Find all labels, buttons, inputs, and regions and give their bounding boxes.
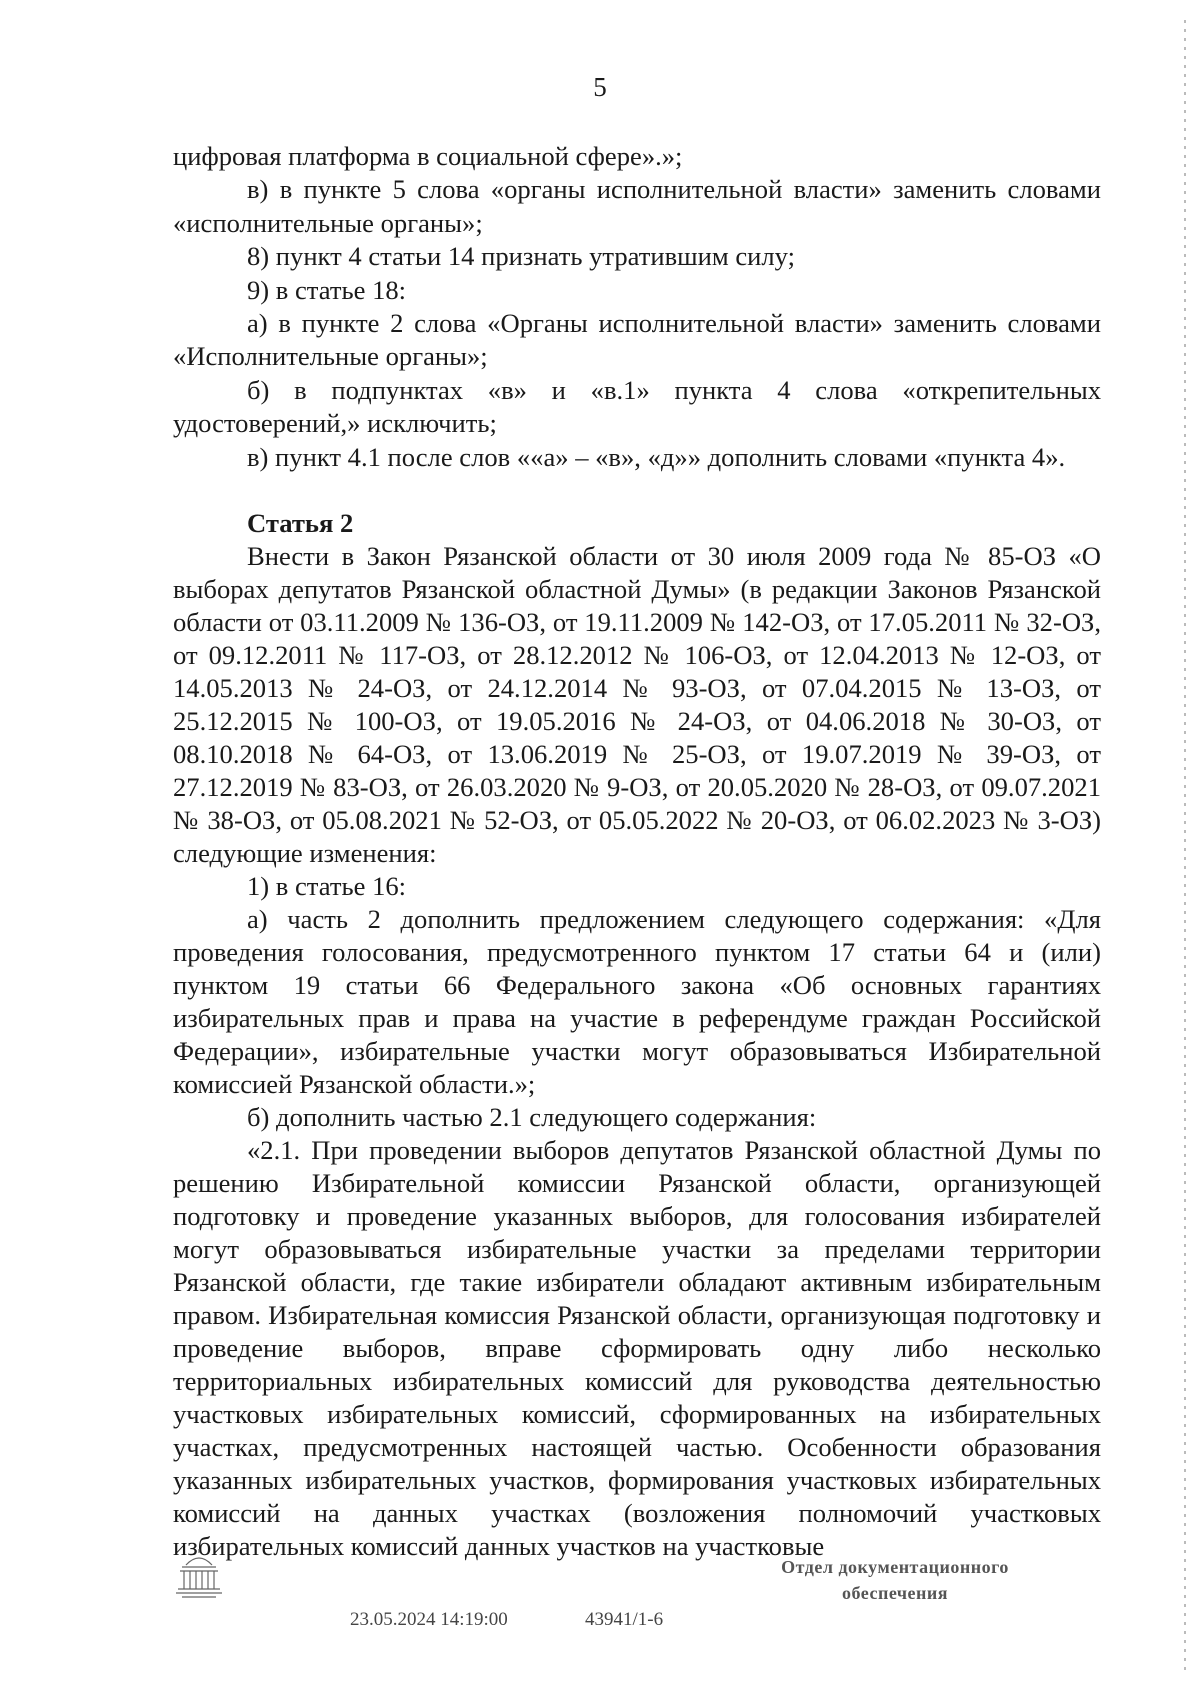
article-heading: Статья 2: [247, 508, 354, 539]
paragraph: а) в пункте 2 слова «Органы исполнительной власти» заменить словами «Исполнительные органы»;: [173, 308, 1101, 372]
footer-registration-number: 43941/1-6: [585, 1609, 664, 1630]
paragraph: «2.1. При проведении выборов депутатов Рязанской областной Думы по решению Избирательной комиссии Рязанской области, организующей подготовку и проведение указанных выборов, для голосования избирателей могут образовываться избирательные участки за пределами территории Рязанской области, где такие избиратели обладают активным избирательным правом. Избирательная комиссия Рязанской области, организующая подготовку и проведение выборов, вправе сформировать одну либо несколько территориальных избирательных комиссий для руководства деятельностью участковых избирательных комиссий, сформированных на избирательных участках, предусмотренных настоящей частью. Особенности образования указанных избирательных участков, формирования участковых избирательных комиссий на данных участках (возложения полномочий участковых избирательных комиссий данных участков на участковые: [173, 1135, 1101, 1562]
paragraph: а) часть 2 дополнить предложением следующего содержания: «Для проведения голосования, предусмотренного пунктом 17 статьи 64 и (или) пунктом 19 статьи 66 Федерального закона «Об основных гарантиях избирательных прав и права на участие в референдуме граждан Российской Федерации», избирательные участки могут образовываться Избирательной комиссией Рязанской области.»;: [173, 904, 1101, 1100]
paragraph: Внести в Закон Рязанской области от 30 июля 2009 года № 85-ОЗ «О выборах депутатов Рязанской областной Думы» (в редакции Законов Рязанской области от 03.11.2009 № 136-ОЗ, от 19.11.2009 № 142-ОЗ, от 17.05.2011 № 32-ОЗ, от 09.12.2011 № 117-ОЗ, от 28.12.2012 № 106-ОЗ, от 12.04.2013 № 12-ОЗ, от 14.05.2013 № 24-ОЗ, от 24.12.2014 № 93-ОЗ, от 07.04.2015 № 13-ОЗ, от 25.12.2015 № 100-ОЗ, от 19.05.2016 № 24-ОЗ, от 04.06.2018 № 30-ОЗ, от 08.10.2018 № 64-ОЗ, от 13.06.2019 № 25-ОЗ, от 19.07.2019 № 39-ОЗ, от 27.12.2019 № 83-ОЗ, от 26.03.2020 № 9-ОЗ, от 20.05.2020 № 28-ОЗ, от 09.07.2021 № 38-ОЗ, от 05.08.2021 № 52-ОЗ, от 05.05.2022 № 20-ОЗ, от 06.02.2023 № 3-ОЗ) следующие изменения:: [173, 541, 1101, 869]
paragraph: в) в пункте 5 слова «органы исполнительной власти» заменить словами «исполнительные органы»;: [173, 174, 1101, 238]
paragraph: 8) пункт 4 статьи 14 признать утратившим силу;: [247, 241, 795, 272]
document-body: [173, 140, 1101, 1563]
paragraph: цифровая платформа в социальной сфере».»;: [173, 141, 683, 171]
duma-building-emblem-icon: [172, 1545, 226, 1601]
page-number: 5: [593, 72, 607, 102]
stamp-line-1: Отдел документационного: [781, 1557, 1009, 1577]
paragraph: 1) в статье 16:: [247, 871, 407, 902]
paragraph: б) в подпунктах «в» и «в.1» пункта 4 слова «открепительных удостоверений,» исключить;: [173, 374, 1101, 439]
paragraph: в) пункт 4.1 после слов ««а» – «в», «д»» дополнить словами «пункта 4».: [247, 441, 1066, 472]
stamp-line-2: обеспечения: [842, 1583, 948, 1603]
scan-edge-artifact: [1184, 20, 1186, 1670]
paragraph: 9) в статье 18:: [247, 274, 407, 305]
paragraph: б) дополнить частью 2.1 следующего содержания:: [247, 1102, 817, 1133]
paragraph-gap: [173, 474, 1101, 507]
footer-timestamp: 23.05.2024 14:19:00: [350, 1609, 508, 1630]
department-stamp: [745, 1554, 1045, 1606]
